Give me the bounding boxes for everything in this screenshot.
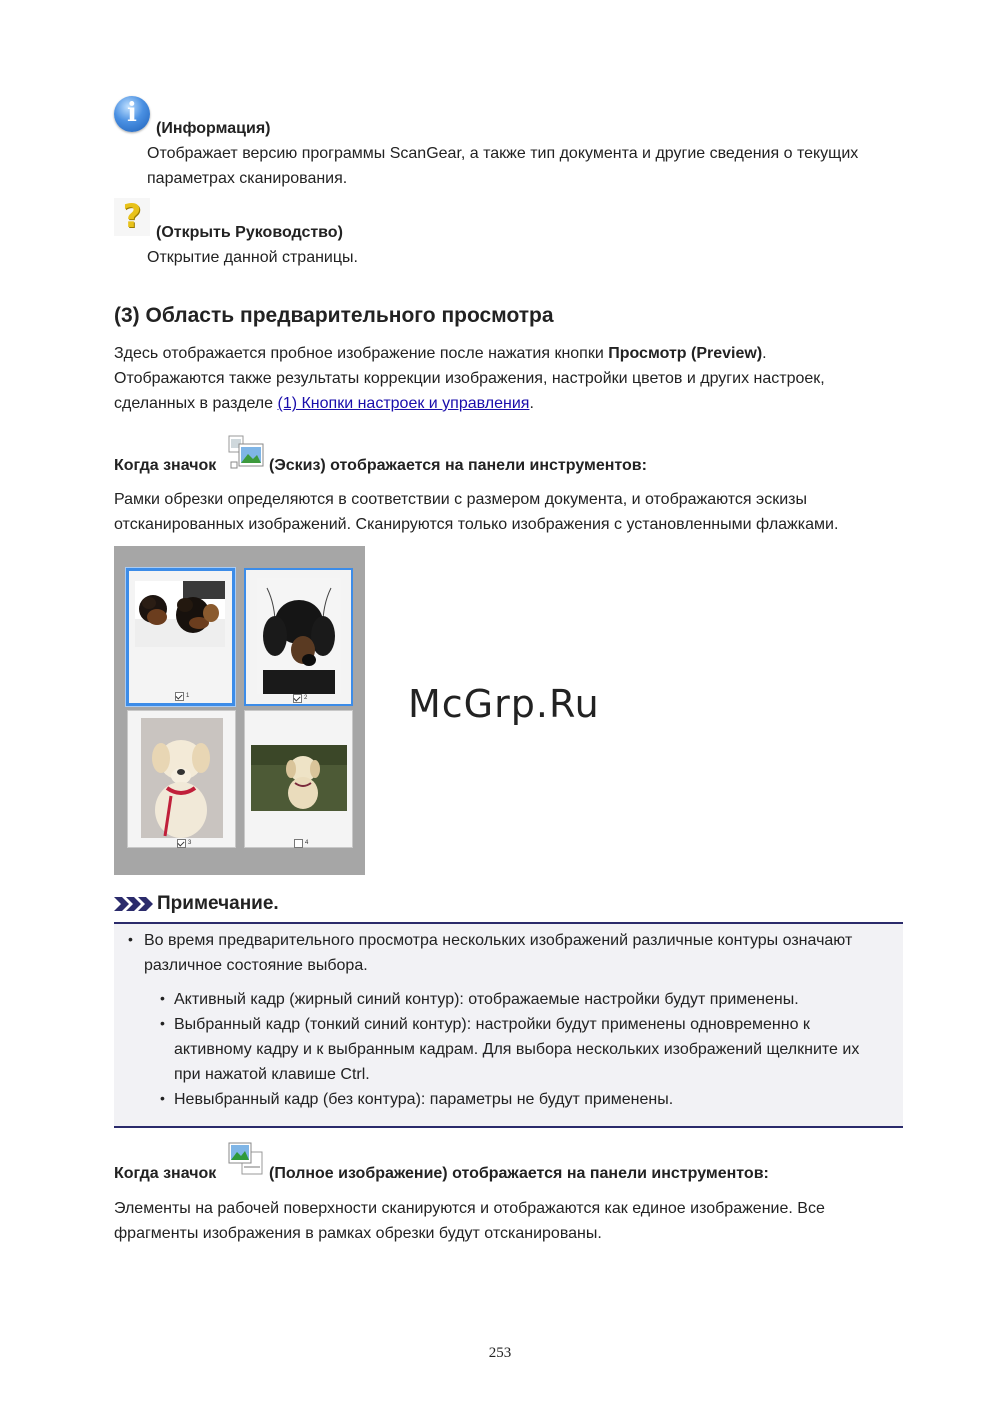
note-sub2-line3: при нажатой клавише Ctrl.: [174, 1066, 370, 1083]
full-mode-desc1: Элементы на рабочей поверхности сканируются и отображаются как единое изображение. Все: [114, 1200, 825, 1217]
frame-2-number: 2: [304, 695, 308, 701]
info-desc-line1: Отображает версию программы ScanGear, а также тип документа и другие сведения о текущих: [147, 145, 859, 162]
preview-frame-3[interactable]: [127, 710, 236, 848]
note-sub2-line1: Выбранный кадр (тонкий синий контур): настройки будут применены одновременно к: [174, 1016, 810, 1033]
photo-black-dachshund: [257, 578, 341, 694]
guide-title: (Открыть Руководство): [156, 224, 343, 241]
preview-frame-4[interactable]: [244, 710, 353, 848]
note-bullet1-line1: Во время предварительного просмотра нескольких изображений различные контуры означают: [144, 932, 853, 949]
info-desc-line2: параметрах сканирования.: [147, 170, 348, 187]
full-mode-prefix: Когда значок: [114, 1165, 217, 1182]
preview-area: [114, 546, 365, 875]
thumb-mode-desc1: Рамки обрезки определяются в соответствии с размером документа, и отображаются эскизы: [114, 491, 807, 508]
bullet-marker: •: [160, 990, 165, 1006]
note-bullet1-line2: различное состояние выбора.: [144, 957, 368, 974]
full-mode-suffix: (Полное изображение) отображается на панели инструментов:: [269, 1165, 769, 1182]
page-number: 253: [488, 1345, 512, 1361]
frame-3-checkbox[interactable]: [177, 839, 186, 848]
full-image-icon: [228, 1142, 264, 1178]
thumb-mode-desc2: отсканированных изображений. Сканируются только изображения с установленными флажками.: [114, 516, 839, 533]
bullet-marker: •: [160, 1090, 165, 1106]
note-sub2-line2: активному кадру и к выбранным кадрам. Для выбора нескольких изображений щелкните их: [174, 1041, 860, 1058]
note-sub1: Активный кадр (жирный синий контур): отображаемые настройки будут применены.: [174, 991, 799, 1008]
thumb-mode-prefix: Когда значок: [114, 457, 217, 474]
help-icon: ?: [114, 198, 150, 236]
frame-4-checkbox[interactable]: [294, 839, 303, 848]
photo-white-labrador: [141, 718, 223, 838]
thumb-mode-suffix: (Эскиз) отображается на панели инструментов:: [269, 457, 647, 474]
photo-labrador-grass: [251, 745, 347, 811]
note-sub3: Невыбранный кадр (без контура): параметры не будут применены.: [174, 1091, 674, 1108]
preview-frame-1[interactable]: [126, 568, 235, 706]
note-title: Примечание.: [157, 893, 279, 914]
thumbnail-icon: [228, 435, 264, 471]
section-para3: сделанных в разделе (1) Кнопки настроек и управления.: [114, 395, 534, 412]
controls-section-link[interactable]: (1) Кнопки настроек и управления: [277, 395, 530, 412]
photo-two-dogs: [135, 581, 225, 647]
info-title: (Информация): [156, 120, 271, 137]
section-para2: Отображаются также результаты коррекции изображения, настройки цветов и других настроек,: [114, 370, 825, 387]
watermark: McGrp.Ru: [408, 682, 600, 726]
frame-4-number: 4: [305, 840, 309, 846]
frame-1-number: 1: [186, 693, 190, 699]
preview-frame-2[interactable]: [244, 568, 353, 706]
frame-3-number: 3: [188, 840, 192, 846]
section-para1: Здесь отображается пробное изображение после нажатия кнопки Просмотр (Preview).: [114, 345, 767, 362]
full-mode-desc2: фрагменты изображения в рамках обрезки будут отсканированы.: [114, 1225, 602, 1242]
bullet-marker: •: [160, 1015, 165, 1031]
guide-desc: Открытие данной страницы.: [147, 249, 358, 266]
frame-1-checkbox[interactable]: [175, 692, 184, 701]
info-icon: i: [114, 96, 150, 132]
frame-2-checkbox[interactable]: [293, 694, 302, 703]
note-arrows-icon: [114, 897, 156, 911]
note-box: [114, 922, 903, 1128]
bullet-marker: •: [128, 931, 133, 947]
section-heading: (3) Область предварительного просмотра: [114, 304, 554, 327]
